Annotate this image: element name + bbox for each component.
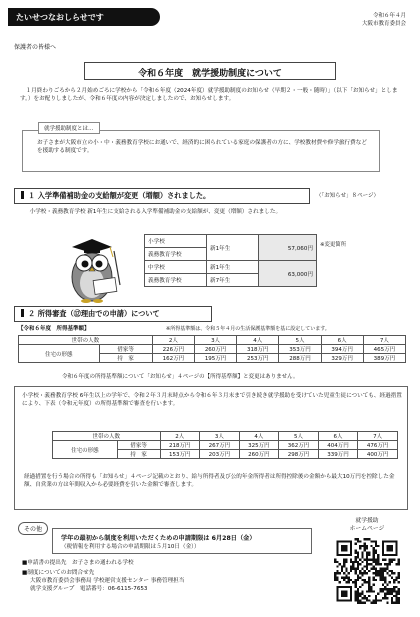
amount-cell: 57,060円: [259, 235, 317, 261]
greeting: 保護者の皆様へ: [14, 44, 57, 51]
section1-description: 小学校・義務教育学校 新1年生に支給される入学準備補助金の支給額が、変更（増額）されました。: [24, 209, 282, 215]
size-cell: 3人: [200, 432, 240, 441]
header-issuer: [362, 13, 406, 28]
value-cell: 389万円: [363, 354, 405, 363]
section1-title: １ 入学準備補助金の支給額が変更（増額）されました。: [28, 191, 211, 200]
section1-reference: （「お知らせ」８ページ）: [316, 193, 379, 199]
school-cell: 小学校: [145, 235, 207, 248]
value-cell: 298万円: [279, 450, 319, 459]
value-cell: 162万円: [152, 354, 194, 363]
contact-department: 大阪市教育委員会事務局 学校運営支援センター 事務管理担当: [30, 577, 185, 584]
income-table-note: ※所得基準額は、令和５年４月の生活保護基準額を基に設定しています。: [166, 326, 330, 332]
value-cell: 253万円: [237, 354, 279, 363]
section2-heading: [14, 306, 212, 322]
value-cell: 353万円: [279, 345, 321, 354]
contact-heading: ■制度についてのお問合せ先: [22, 569, 95, 576]
rent-label: 借家等: [117, 441, 160, 450]
size-cell: 3人: [194, 336, 236, 345]
amount-cell: 63,000円: [259, 261, 317, 287]
table-row: [145, 261, 317, 274]
grade-cell: 新1年生: [207, 261, 259, 274]
size-cell: 5人: [279, 336, 321, 345]
household-label: 世帯の人数: [53, 432, 161, 441]
about-label: 就学援助制度とは…: [38, 122, 100, 134]
value-cell: 218万円: [160, 441, 200, 450]
value-cell: 465万円: [363, 345, 405, 354]
housing-label: 住宅の形態: [53, 441, 118, 459]
school-cell: 義務教育学校: [145, 274, 207, 287]
amount-table: [144, 234, 317, 287]
other-label: その他: [18, 522, 48, 535]
transition-note: 経過措置を行う場合の所得も「お知らせ」４ページ記載のとおり、給与所得者及び公的年金所得者は所得控除後の金額から最大10万円を控除した金額、自営業の方は年間収入から必要経費を引いた金額で審査します。: [24, 474, 395, 488]
table-row: [19, 345, 406, 354]
income-table-title: 【令和６年度 所得基準額】: [18, 326, 90, 332]
value-cell: 195万円: [194, 354, 236, 363]
value-cell: 400万円: [358, 450, 398, 459]
school-cell: 中学校: [145, 261, 207, 274]
deadline-subtext: （税情報を利用する場合の申請期限は５月10日（金））: [61, 544, 200, 550]
section2-title: ２ 所得審査（⑫理由での申請）について: [28, 309, 160, 318]
issue-date: 令和６年４月: [372, 13, 406, 19]
grade-cell: 新1年生: [207, 235, 259, 261]
owl-illustration: [58, 233, 128, 305]
deadline-text: 学年の最初から制度を利用いただくための申請期限は 6月28日（金）: [61, 535, 256, 542]
notice-badge: たいせつなおしらせです: [8, 8, 160, 26]
rent-label: 借家等: [99, 345, 152, 354]
section1-heading: [14, 188, 310, 204]
table-row: [53, 441, 398, 450]
issuer-name: 大阪市教育委員会: [361, 20, 406, 27]
size-cell: 2人: [152, 336, 194, 345]
value-cell: 404万円: [318, 441, 358, 450]
income-table: [18, 335, 406, 363]
deadline-box: [52, 528, 312, 554]
value-cell: 339万円: [318, 450, 358, 459]
value-cell: 153万円: [160, 450, 200, 459]
qr-label: 就学援助 ホームページ: [349, 518, 385, 532]
grade-cell: 新7年生: [207, 274, 259, 287]
value-cell: 362万円: [279, 441, 319, 450]
size-cell: 5人: [279, 432, 319, 441]
school-cell: 義務教育学校: [145, 248, 207, 261]
own-label: 持 家: [117, 450, 160, 459]
value-cell: 318万円: [237, 345, 279, 354]
page-title: 令和６年度 就学援助制度について: [84, 62, 336, 80]
size-cell: 6人: [318, 432, 358, 441]
value-cell: 226万円: [152, 345, 194, 354]
size-cell: 7人: [363, 336, 405, 345]
value-cell: 203万円: [200, 450, 240, 459]
income-table-transition: [52, 431, 398, 459]
value-cell: 288万円: [279, 354, 321, 363]
own-label: 持 家: [99, 354, 152, 363]
value-cell: 325万円: [239, 441, 279, 450]
value-cell: 329万円: [321, 354, 363, 363]
value-cell: 476万円: [358, 441, 398, 450]
intro-text: １月終わりごろから２月始めごろに学校から「令和６年度（2024年度）就学援助制度のお知らせ（早期２・一般・随時）」（以下「お知らせ」とします。）をお配りしましたが、令和６年度の内容が決定しましたので、お知らせします。: [20, 88, 398, 103]
size-cell: 4人: [237, 336, 279, 345]
value-cell: 267万円: [200, 441, 240, 450]
value-cell: 394万円: [321, 345, 363, 354]
table-row: [145, 235, 317, 248]
size-cell: 2人: [160, 432, 200, 441]
size-cell: 4人: [239, 432, 279, 441]
transition-description: 小学校・義務教育学校 6年生以上の学年で、令和２年３月末時点から令和６年３月末まで引き続き就学援助を受けていた児童生徒についても、経過措置により、下表（令和元年度）の所得基準額で審査を行います。: [22, 393, 402, 407]
contact-phone: 就学支援グループ 電話番号：06-6115-7653: [30, 585, 148, 592]
value-cell: 260万円: [239, 450, 279, 459]
about-box: [22, 130, 380, 172]
value-cell: 260万円: [194, 345, 236, 354]
table-row: [53, 432, 398, 441]
housing-label: 住宅の形態: [19, 345, 100, 363]
qr-code-icon[interactable]: [334, 538, 400, 604]
submit-destination: ■申請書の提出先 お子さまの通われる学校: [22, 560, 134, 566]
contact-info: [22, 560, 322, 594]
about-text: お子さまが大阪市立の小・中・義務教育学校にお通いで、経済的に困られている家庭の保護者の方に、学校教材費や修学旅行費などを援助する制度です。: [37, 140, 367, 155]
change-note: ※変更箇所: [320, 242, 347, 248]
size-cell: 6人: [321, 336, 363, 345]
household-label: 世帯の人数: [19, 336, 153, 345]
size-cell: 7人: [358, 432, 398, 441]
unchanged-note: 令和６年度の所得基準額について「お知らせ」４ページの【所得基準額】と変更はありません。: [62, 374, 299, 380]
table-row: [19, 336, 406, 345]
